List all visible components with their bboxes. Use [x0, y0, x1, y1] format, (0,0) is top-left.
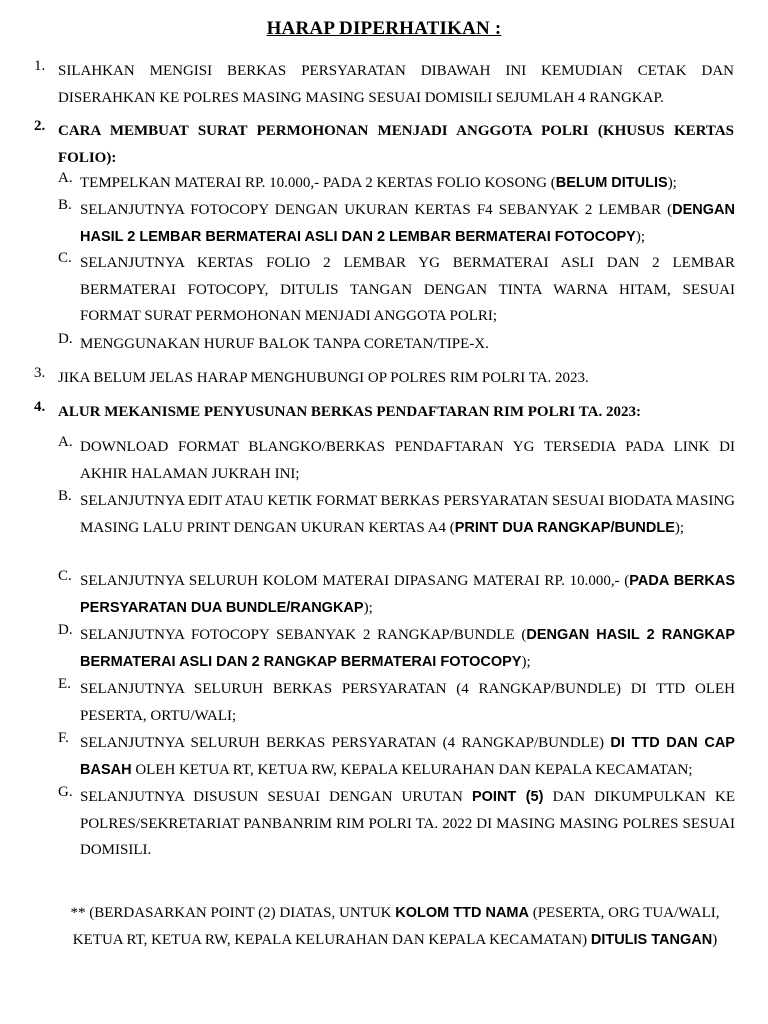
sub-item-letter: B.: [58, 197, 72, 213]
page-title: HARAP DIPERHATIKAN :: [266, 18, 502, 39]
sub-item-letter: D.: [58, 331, 73, 347]
sub-item-letter: G.: [58, 784, 73, 800]
sub-item-text: SELANJUTNYA SELURUH BERKAS PERSYARATAN (4 RANGKAP/BUNDLE) DI TTD DAN CAP BASAH OLEH KETUA RT, KETUA RW, KEPALA KELURAHAN DAN KEPALA KECAMATAN;: [80, 735, 735, 778]
sub-item-letter: E.: [58, 676, 71, 692]
sub-item-letter: A.: [58, 170, 73, 186]
sub-item-text: SELANJUTNYA SELURUH KOLOM MATERAI DIPASANG MATERAI RP. 10.000,- (PADA BERKAS PERSYARATAN DUA BUNDLE/RANGKAP);: [80, 573, 735, 616]
sub-item-text: SELANJUTNYA EDIT ATAU KETIK FORMAT BERKAS PERSYARATAN SESUAI BIODATA MASING MASING LALU PRINT DENGAN UKURAN KERTAS A4 (PRINT DUA RANGKAP/BUNDLE);: [80, 493, 735, 536]
sub-item-text: DOWNLOAD FORMAT BLANGKO/BERKAS PENDAFTARAN YG TERSEDIA PADA LINK DI AKHIR HALAMAN JUKRAH INI;: [80, 439, 735, 482]
item-text: ALUR MEKANISME PENYUSUNAN BERKAS PENDAFTARAN RIM POLRI TA. 2023:: [58, 404, 641, 420]
sub-item-text: SELANJUTNYA KERTAS FOLIO 2 LEMBAR YG BERMATERAI ASLI DAN 2 LEMBAR BERMATERAI FOTOCOPY, DITULIS TANGAN DENGAN TINTA WARNA HITAM, SESUAI FORMAT SURAT PERMOHONAN MENJADI ANGGOTA POLRI;: [80, 255, 735, 324]
sub-item-letter: F.: [58, 730, 69, 746]
item-number: 3.: [34, 365, 46, 381]
item-text: JIKA BELUM JELAS HARAP MENGHUBUNGI OP POLRES RIM POLRI TA. 2023.: [58, 370, 589, 386]
sub-item-text: SELANJUTNYA SELURUH BERKAS PERSYARATAN (4 RANGKAP/BUNDLE) DI TTD OLEH PESERTA, ORTU/WALI;: [80, 681, 735, 724]
item-text: SILAHKAN MENGISI BERKAS PERSYARATAN DIBAWAH INI KEMUDIAN CETAK DAN DISERAHKAN KE POLRES MASING MASING SESUAI DOMISILI SEJUMLAH 4 RANGKAP.: [58, 63, 734, 106]
sub-item-text: SELANJUTNYA DISUSUN SESUAI DENGAN URUTAN POINT (5) DAN DIKUMPULKAN KE POLRES/SEKRETARIAT PANBANRIM RIM POLRI TA. 2022 DI MASING MASING POLRES SESUAI DOMISILI.: [80, 789, 735, 858]
sub-item-text: TEMPELKAN MATERAI RP. 10.000,- PADA 2 KERTAS FOLIO KOSONG (BELUM DITULIS);: [80, 175, 677, 191]
sub-item-letter: C.: [58, 250, 72, 266]
sub-item-letter: A.: [58, 434, 73, 450]
sub-item-text: SELANJUTNYA FOTOCOPY DENGAN UKURAN KERTAS F4 SEBANYAK 2 LEMBAR (DENGAN HASIL 2 LEMBAR BERMATERAI ASLI DAN 2 LEMBAR BERMATERAI FOTOCOPY);: [80, 202, 735, 245]
sub-item-letter: B.: [58, 488, 72, 504]
sub-item-text: SELANJUTNYA FOTOCOPY SEBANYAK 2 RANGKAP/BUNDLE (DENGAN HASIL 2 RANGKAP BERMATERAI ASLI DAN 2 RANGKAP BERMATERAI FOTOCOPY);: [80, 627, 736, 670]
item-number: 4.: [34, 399, 46, 415]
item-number: 1.: [34, 58, 46, 74]
item-number: 2.: [34, 118, 46, 134]
footnote: ** (BERDASARKAN POINT (2) DIATAS, UNTUK KOLOM TTD NAMA (PESERTA, ORG TUA/WALI, KETUA RT, KETUA RW, KEPALA KELURAHAN DAN KEPALA KECAMATAN) DITULIS TANGAN): [70, 905, 720, 948]
sub-item-letter: D.: [58, 622, 73, 638]
sub-item-letter: C.: [58, 568, 72, 584]
item-text: CARA MEMBUAT SURAT PERMOHONAN MENJADI ANGGOTA POLRI (KHUSUS KERTAS FOLIO):: [58, 123, 734, 166]
sub-item-text: MENGGUNAKAN HURUF BALOK TANPA CORETAN/TIPE-X.: [80, 336, 489, 352]
